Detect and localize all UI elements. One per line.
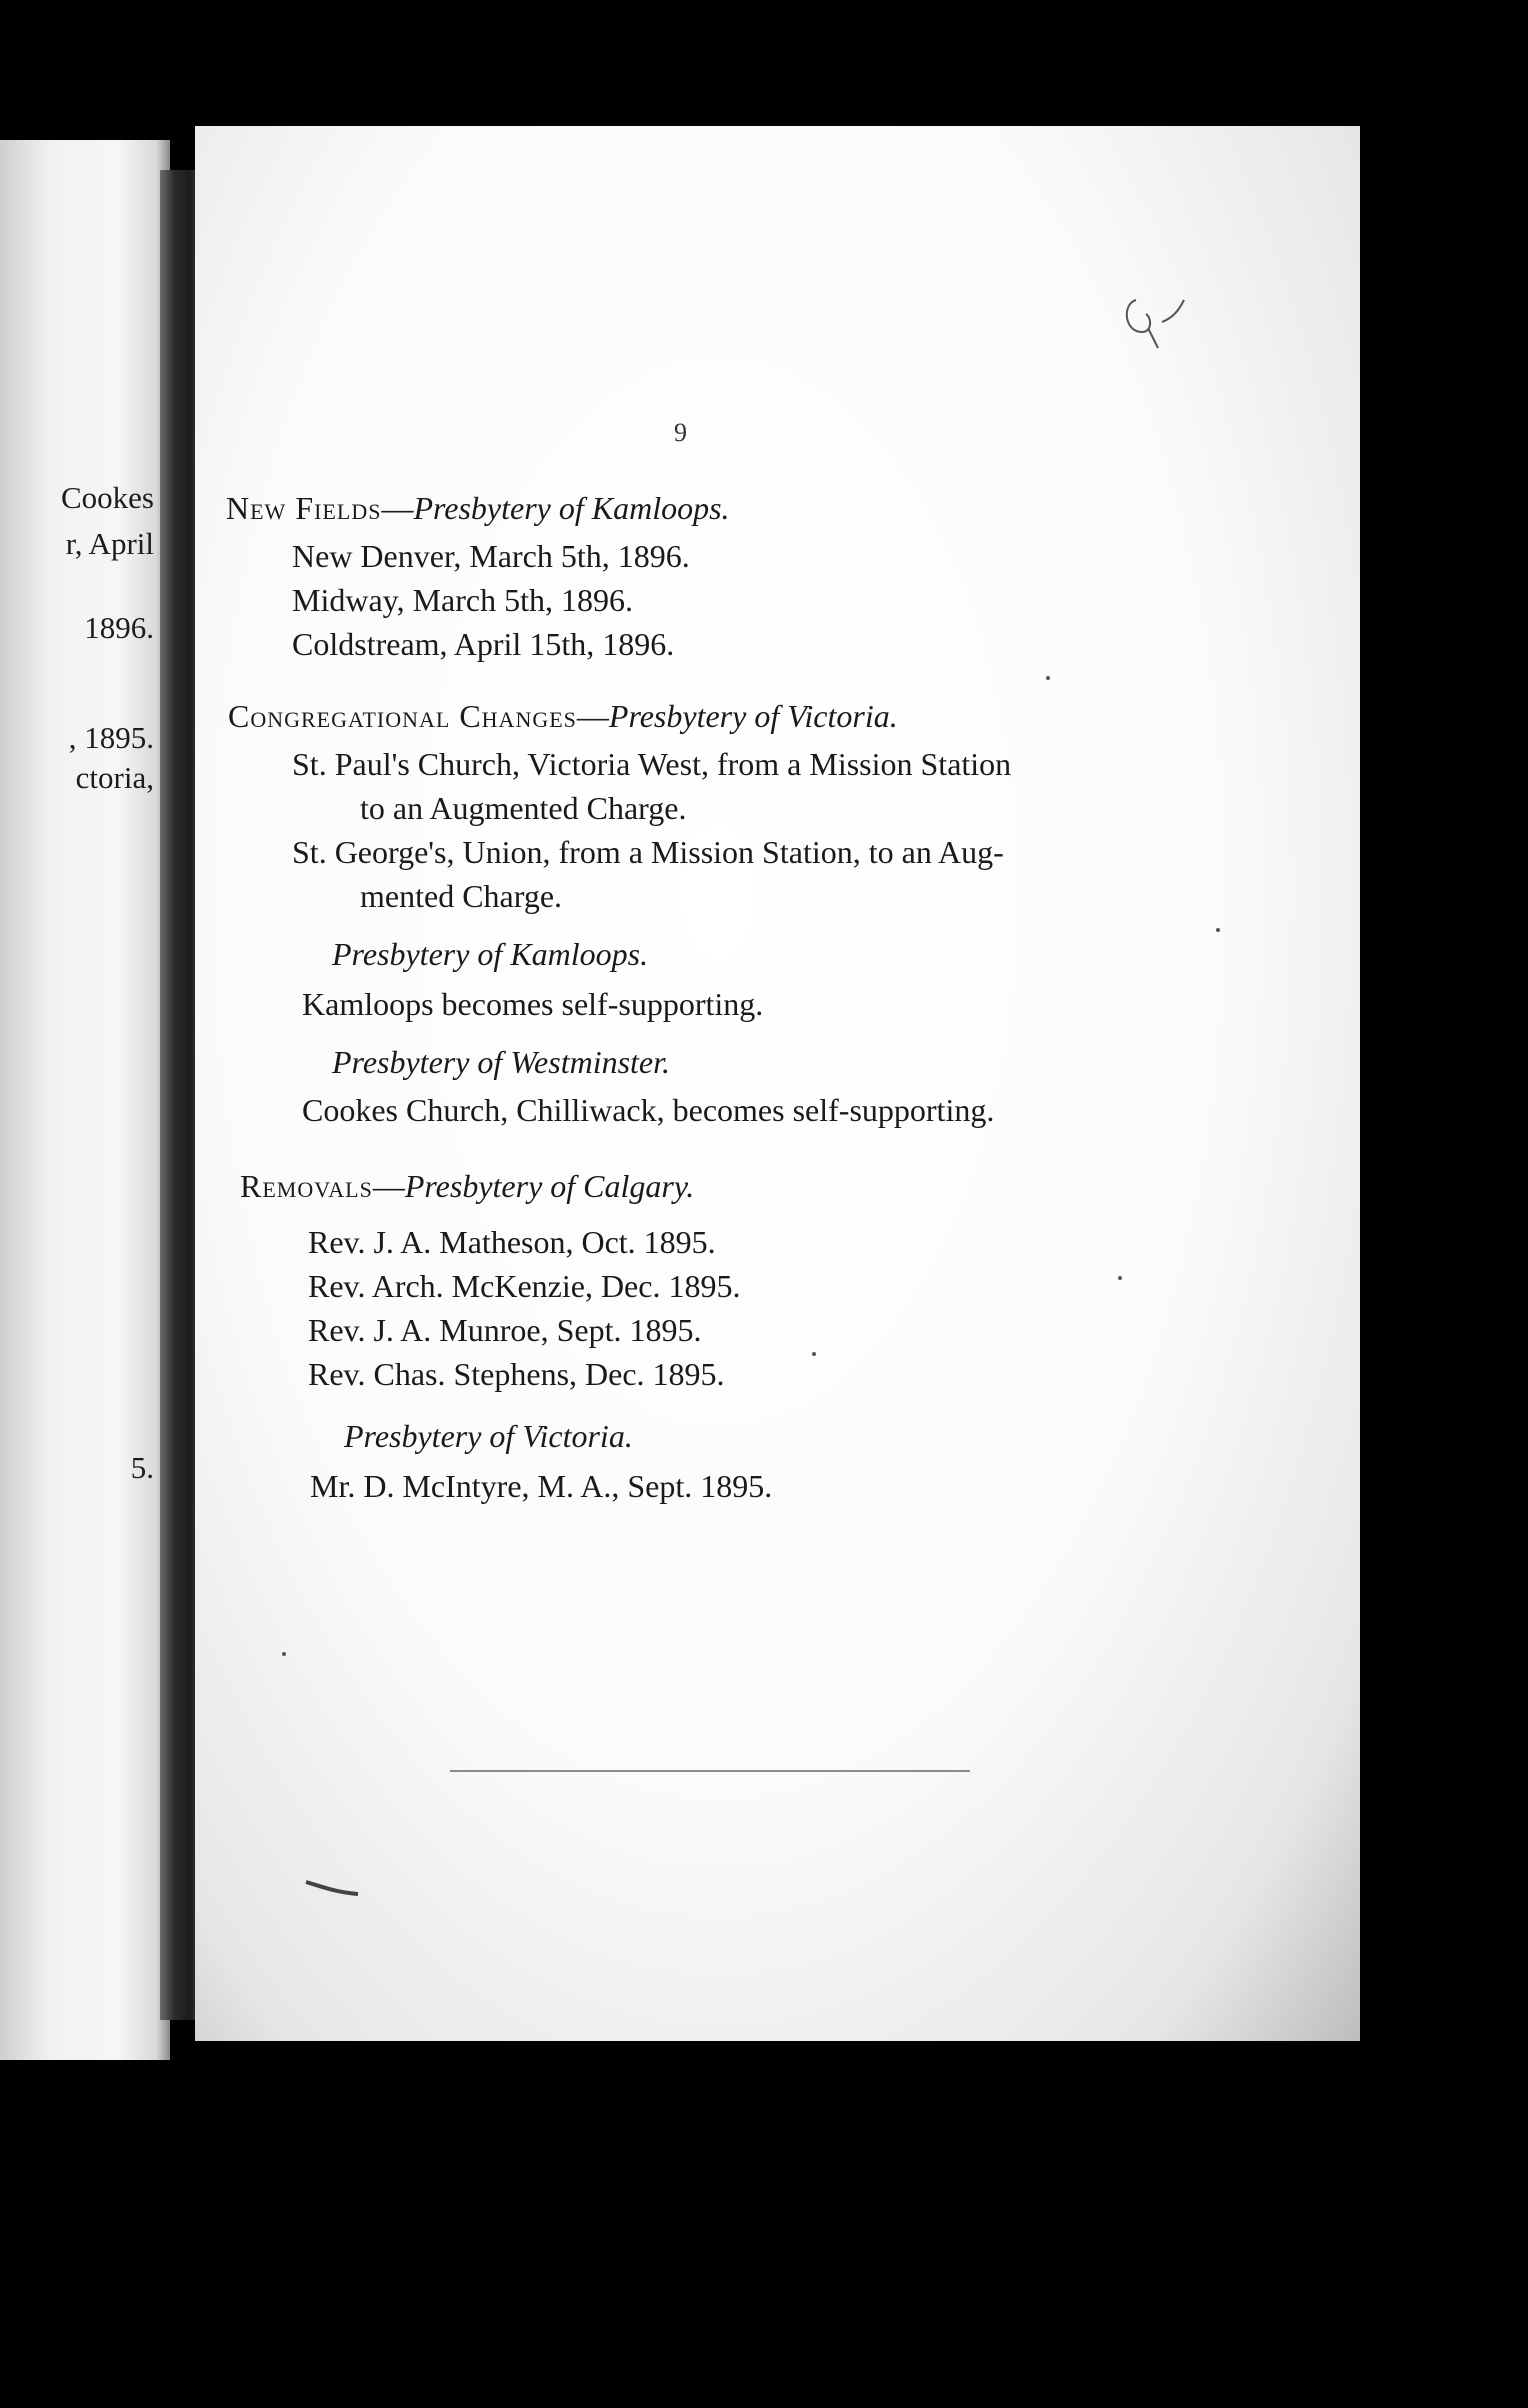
em-dash: —	[381, 490, 414, 526]
list-item: Cookes Church, Chilliwack, becomes self-supporting.	[302, 1092, 995, 1128]
page	[195, 126, 1360, 2041]
left-fragment-text: Cookes	[61, 480, 154, 515]
horizontal-rule	[450, 1770, 970, 1772]
presbytery-label: Presbytery of Calgary.	[404, 1168, 695, 1204]
section-heading-removals	[240, 1170, 694, 1202]
presbytery-subheading: Presbytery of Victoria.	[344, 1418, 633, 1454]
list-item: St. Paul's Church, Victoria West, from a Mission Station	[292, 746, 1012, 782]
section-heading-label: Congregational Changes	[228, 698, 577, 734]
left-fragment-text: r, April	[65, 526, 154, 561]
list-item: Rev. J. A. Matheson, Oct. 1895.	[308, 1224, 716, 1260]
scan-speck	[1216, 928, 1220, 932]
list-item: New Denver, March 5th, 1896.	[292, 538, 690, 574]
list-item: Rev. Chas. Stephens, Dec. 1895.	[308, 1356, 725, 1392]
list-item: Rev. J. A. Munroe, Sept. 1895.	[308, 1312, 702, 1348]
list-item: Midway, March 5th, 1896.	[292, 582, 633, 618]
left-fragment-text: ctoria,	[75, 760, 154, 795]
em-dash: —	[372, 1168, 405, 1204]
list-item-continuation: to an Augmented Charge.	[360, 790, 687, 826]
section-heading-new-fields	[226, 492, 730, 524]
left-fragment-text: , 1895.	[68, 720, 154, 755]
section-heading-label: Removals	[240, 1168, 373, 1204]
page-number: 9	[674, 418, 687, 447]
presbytery-label: Presbytery of Victoria.	[608, 698, 898, 734]
section-heading-congregational-changes	[228, 700, 898, 732]
section-heading-label: New Fields	[226, 490, 382, 526]
left-fragment-text: 5.	[130, 1450, 154, 1485]
list-item: Coldstream, April 15th, 1896.	[292, 626, 675, 662]
presbytery-label: Presbytery of Kamloops.	[413, 490, 730, 526]
scan-speck	[282, 1652, 286, 1656]
list-item: Kamloops becomes self-supporting.	[302, 986, 764, 1022]
em-dash: —	[576, 698, 609, 734]
list-item: St. George's, Union, from a Mission Station, to an Aug-	[292, 834, 1004, 870]
list-item: Rev. Arch. McKenzie, Dec. 1895.	[308, 1268, 741, 1304]
list-item-continuation: mented Charge.	[360, 878, 563, 914]
previous-page-fragment	[0, 140, 170, 2060]
scan-smudge	[304, 1878, 364, 1898]
scan-speck	[1046, 676, 1050, 680]
list-item: Mr. D. McIntyre, M. A., Sept. 1895.	[310, 1468, 773, 1504]
pencil-annotation-mark	[1118, 288, 1198, 358]
presbytery-subheading: Presbytery of Westminster.	[332, 1044, 671, 1080]
left-fragment-text: 1896.	[84, 610, 154, 645]
scan-speck	[812, 1352, 816, 1356]
scan-speck	[1118, 1276, 1122, 1280]
presbytery-subheading: Presbytery of Kamloops.	[332, 936, 649, 972]
